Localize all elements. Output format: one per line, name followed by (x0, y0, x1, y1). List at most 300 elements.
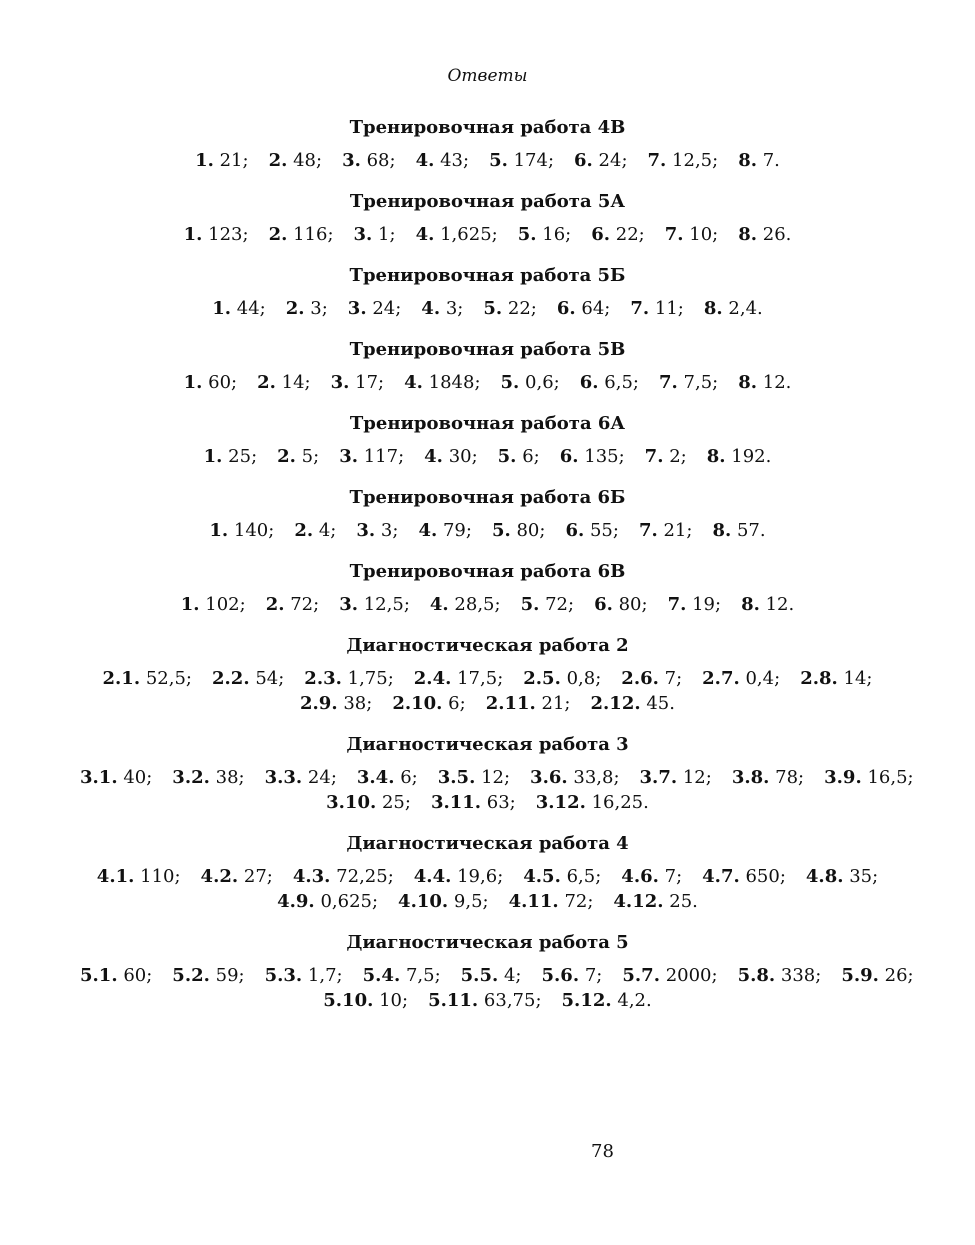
answers-list (0, 116, 975, 1030)
answer-value: 45. (646, 693, 675, 714)
answer-item (424, 444, 478, 469)
answer-value: 6,5; (604, 372, 639, 393)
section-title: Тренировочная работа 5В (349, 339, 626, 360)
answer-section (0, 931, 975, 1013)
answer-item (562, 988, 652, 1013)
answer-value: 12. (762, 372, 792, 393)
answer-item (560, 444, 625, 469)
answer-item (640, 765, 712, 790)
answer-line (70, 444, 905, 469)
answer-item (212, 666, 284, 691)
answer-item (486, 691, 571, 716)
answer-number: 4.10. (398, 891, 449, 912)
answer-number: 3.7. (639, 767, 678, 788)
answer-number: 6. (559, 446, 579, 467)
answer-block (0, 963, 975, 1013)
answer-number: 3. (330, 372, 350, 393)
answer-item (639, 518, 693, 543)
answer-item (269, 222, 334, 247)
answer-number: 4. (415, 150, 435, 171)
answer-item (342, 148, 396, 173)
answer-line (70, 864, 905, 889)
running-title: Ответы (447, 66, 528, 86)
answer-value: 0,6; (525, 372, 560, 393)
answer-number: 6. (591, 224, 611, 245)
answer-line (70, 988, 905, 1013)
answer-value: 33,8; (573, 767, 620, 788)
answer-value: 19,6; (457, 866, 504, 887)
answer-number: 4.4. (413, 866, 452, 887)
answer-block (0, 148, 975, 173)
answer-block (0, 296, 975, 321)
answer-number: 2.10. (392, 693, 443, 714)
answer-number: 5. (483, 298, 503, 319)
answer-line (70, 296, 905, 321)
answer-value: 25; (228, 446, 258, 467)
answer-item (97, 864, 181, 889)
answer-value: 21; (663, 520, 693, 541)
answer-number: 4.8. (805, 866, 844, 887)
answer-number: 2. (268, 224, 288, 245)
answer-item (707, 444, 772, 469)
answer-number: 2. (268, 150, 288, 171)
answer-item (300, 691, 372, 716)
answer-value: 12,5; (672, 150, 719, 171)
answer-section (0, 560, 975, 617)
answer-item (438, 765, 510, 790)
answer-number: 4. (415, 224, 435, 245)
answer-value: 7; (664, 866, 683, 887)
answer-value: 40; (123, 767, 153, 788)
answer-value: 2000; (665, 965, 718, 986)
answer-section (0, 190, 975, 247)
answer-number: 3.10. (326, 792, 377, 813)
answer-value: 135; (584, 446, 625, 467)
answer-number: 2.7. (702, 668, 740, 689)
answer-number: 3. (356, 520, 376, 541)
answer-value: 12,5; (363, 594, 410, 615)
answer-number: 3. (353, 224, 373, 245)
answer-block (0, 518, 975, 543)
answer-block (0, 666, 975, 716)
answer-item (184, 222, 249, 247)
answer-value: 1848; (428, 372, 481, 393)
answer-item (172, 765, 244, 790)
answer-item (430, 592, 501, 617)
answer-number: 5.11. (428, 990, 479, 1011)
answer-number: 2.6. (621, 668, 659, 689)
answer-number: 2.1. (102, 668, 141, 689)
answer-item (668, 592, 722, 617)
answer-item (354, 222, 396, 247)
answer-number: 2. (294, 520, 314, 541)
answer-item (323, 988, 408, 1013)
answer-value: 21; (219, 150, 249, 171)
answer-value: 7. (762, 150, 780, 171)
answer-value: 43; (440, 150, 470, 171)
answer-value: 26; (884, 965, 914, 986)
answer-item (732, 765, 804, 790)
answer-value: 10; (379, 990, 409, 1011)
answer-number: 1. (183, 372, 203, 393)
answer-value: 27; (243, 866, 273, 887)
answer-item (339, 592, 410, 617)
answer-number: 2.3. (304, 668, 342, 689)
answer-block (0, 765, 975, 815)
answer-value: 60; (208, 372, 238, 393)
answer-item (591, 222, 645, 247)
answer-value: 48; (293, 150, 323, 171)
answer-number: 6. (579, 372, 599, 393)
section-title: Тренировочная работа 6В (349, 561, 626, 582)
answer-number: 5.9. (841, 965, 879, 986)
answer-value: 116; (293, 224, 334, 245)
answer-section (0, 832, 975, 914)
answer-number: 8. (738, 372, 758, 393)
answer-value: 4; (503, 965, 522, 986)
answer-item (841, 963, 913, 988)
section-title: Диагностическая работа 2 (346, 635, 629, 656)
section-title: Тренировочная работа 5Б (349, 265, 626, 286)
answer-item (613, 889, 697, 914)
answer-number: 7. (667, 594, 687, 615)
answer-item (738, 963, 822, 988)
section-title: Диагностическая работа 5 (346, 932, 629, 953)
answer-number: 4. (421, 298, 441, 319)
answer-number: 4.3. (292, 866, 331, 887)
answer-item (591, 691, 675, 716)
answer-number: 7. (658, 372, 678, 393)
answer-value: 12; (682, 767, 712, 788)
answer-number: 5.3. (264, 965, 303, 986)
answer-section (0, 733, 975, 815)
answer-item (738, 148, 780, 173)
answer-item (348, 296, 402, 321)
answer-number: 3.2. (172, 767, 210, 788)
answer-value: 80; (516, 520, 546, 541)
answer-item (421, 296, 463, 321)
answer-number: 7. (647, 150, 667, 171)
answer-value: 38; (343, 693, 373, 714)
answer-value: 16,25. (591, 792, 649, 813)
answer-number: 3. (342, 150, 361, 171)
answer-number: 1. (180, 594, 200, 615)
answer-item (492, 518, 546, 543)
answer-value: 16; (542, 224, 572, 245)
answer-number: 2.4. (413, 668, 452, 689)
section-title: Диагностическая работа 4 (346, 833, 629, 854)
answer-value: 78; (775, 767, 805, 788)
answer-item (530, 765, 619, 790)
answer-number: 4.9. (277, 891, 315, 912)
answer-number: 5.5. (460, 965, 499, 986)
answer-value: 54; (255, 668, 285, 689)
answer-number: 4. (429, 594, 449, 615)
answer-item (800, 666, 872, 691)
answer-block (0, 592, 975, 617)
section-title: Диагностическая работа 3 (346, 734, 629, 755)
answer-line (70, 370, 905, 395)
answer-number: 3.3. (264, 767, 303, 788)
answer-value: 55; (589, 520, 619, 541)
answer-number: 3. (347, 298, 367, 319)
answer-item (523, 864, 601, 889)
answer-item (414, 864, 503, 889)
answer-item (363, 963, 441, 988)
answer-section (0, 412, 975, 469)
answer-value: 338; (780, 965, 822, 986)
answer-item (704, 296, 763, 321)
answer-number: 1. (195, 150, 214, 171)
answer-number: 6. (556, 298, 576, 319)
answer-value: 650; (745, 866, 786, 887)
answer-line (70, 765, 914, 790)
answer-section (0, 264, 975, 321)
answer-item (293, 864, 394, 889)
answer-number: 4.1. (96, 866, 135, 887)
answer-value: 7; (664, 668, 683, 689)
answer-number: 8. (706, 446, 726, 467)
answer-item (184, 370, 238, 395)
answer-number: 4.2. (200, 866, 239, 887)
answer-value: 22; (615, 224, 645, 245)
answer-number: 3.5. (437, 767, 476, 788)
answer-item (265, 765, 337, 790)
answer-item (645, 444, 687, 469)
answer-number: 8. (738, 224, 758, 245)
answer-item (339, 444, 404, 469)
answer-item (294, 518, 336, 543)
answer-line (70, 222, 905, 247)
answer-value: 64; (581, 298, 611, 319)
answer-number: 5. (491, 520, 511, 541)
answer-value: 79; (442, 520, 472, 541)
answer-number: 5.6. (541, 965, 580, 986)
answer-item (195, 148, 249, 173)
answer-value: 3; (380, 520, 399, 541)
answer-value: 5; (301, 446, 320, 467)
answer-item (741, 592, 794, 617)
answer-item (277, 444, 319, 469)
answer-line (70, 691, 905, 716)
answer-value: 63,75; (483, 990, 542, 1011)
answer-value: 1,625; (440, 224, 498, 245)
answer-number: 5. (520, 594, 540, 615)
answer-item (286, 296, 328, 321)
answer-number: 5.8. (737, 965, 776, 986)
answer-value: 2; (669, 446, 687, 467)
section-title: Тренировочная работа 6Б (349, 487, 626, 508)
answer-number: 4.6. (621, 866, 659, 887)
answer-value: 28,5; (454, 594, 501, 615)
answer-item (580, 370, 639, 395)
answer-number: 5. (517, 224, 537, 245)
answer-number: 5.1. (80, 965, 118, 986)
answer-item (565, 518, 619, 543)
answer-item (738, 222, 791, 247)
answer-item (574, 148, 628, 173)
answer-value: 102; (205, 594, 246, 615)
answer-item (209, 518, 274, 543)
answer-value: 4,2. (617, 990, 652, 1011)
answer-block (0, 222, 975, 247)
answer-value: 0,4; (745, 668, 781, 689)
answer-line (70, 592, 905, 617)
answer-number: 1. (212, 298, 232, 319)
answer-value: 6; (448, 693, 466, 714)
answer-item (103, 666, 192, 691)
answer-section (0, 486, 975, 543)
answer-item (622, 963, 717, 988)
answer-value: 16,5; (867, 767, 914, 788)
answer-number: 2.12. (590, 693, 641, 714)
answer-item (416, 222, 498, 247)
answer-item (621, 864, 682, 889)
answer-item (357, 765, 418, 790)
answer-value: 17; (355, 372, 385, 393)
answer-value: 25; (381, 792, 411, 813)
answer-number: 6. (594, 594, 613, 615)
answer-value: 52,5; (145, 668, 192, 689)
answer-value: 4; (318, 520, 337, 541)
answer-number: 3.12. (535, 792, 586, 813)
answer-item (594, 592, 648, 617)
answer-number: 4.7. (702, 866, 740, 887)
answer-number: 3.4. (356, 767, 395, 788)
answer-item (461, 963, 522, 988)
answer-number: 8. (703, 298, 723, 319)
answer-number: 3.9. (824, 767, 862, 788)
answer-value: 12. (765, 594, 795, 615)
answer-number: 3.11. (430, 792, 482, 813)
answer-number: 4.11. (508, 891, 559, 912)
answer-value: 19; (692, 594, 722, 615)
answer-value: 24; (307, 767, 337, 788)
answer-number: 3.1. (80, 767, 118, 788)
answer-line (70, 889, 905, 914)
answer-value: 3; (445, 298, 464, 319)
answer-item (431, 790, 516, 815)
answer-item (181, 592, 246, 617)
answer-number: 7. (630, 298, 650, 319)
answer-item (738, 370, 791, 395)
answer-number: 5.4. (362, 965, 401, 986)
answer-number: 1. (209, 520, 229, 541)
answer-item (304, 666, 393, 691)
answer-item (331, 370, 385, 395)
answer-number: 5. (500, 372, 520, 393)
answer-value: 174; (513, 150, 555, 171)
answer-number: 2.2. (212, 668, 250, 689)
answer-value: 1,75; (347, 668, 394, 689)
answer-block (0, 444, 975, 469)
answer-number: 5. (489, 150, 508, 171)
answer-line (70, 666, 905, 691)
answer-line (70, 963, 914, 988)
answer-number: 4. (424, 446, 443, 467)
answer-section (0, 338, 975, 395)
answer-value: 63; (486, 792, 516, 813)
answer-value: 38; (215, 767, 245, 788)
section-title: Тренировочная работа 5А (349, 191, 626, 212)
answer-item (521, 592, 575, 617)
answer-item (702, 864, 786, 889)
answer-value: 140; (233, 520, 275, 541)
answer-item (621, 666, 682, 691)
answer-value: 44; (236, 298, 266, 319)
answer-value: 3; (310, 298, 328, 319)
answer-value: 14; (843, 668, 873, 689)
answer-item (648, 148, 719, 173)
answer-item (498, 444, 540, 469)
answer-number: 2. (277, 446, 296, 467)
answer-item (659, 370, 718, 395)
answer-value: 72; (564, 891, 594, 912)
answer-item (212, 296, 266, 321)
answer-item (483, 296, 537, 321)
answer-number: 8. (738, 150, 757, 171)
answer-section (0, 116, 975, 173)
answer-value: 25. (669, 891, 698, 912)
answer-value: 14; (281, 372, 311, 393)
answer-item (277, 889, 378, 914)
answer-value: 59; (215, 965, 245, 986)
answer-number: 1. (203, 446, 223, 467)
answer-item (536, 790, 649, 815)
answer-item (326, 790, 411, 815)
section-title: Тренировочная работа 6А (349, 413, 626, 434)
answer-number: 2. (257, 372, 276, 393)
answer-value: 24; (598, 150, 628, 171)
answer-item (501, 370, 560, 395)
answer-value: 7,5; (405, 965, 441, 986)
answer-value: 30; (448, 446, 478, 467)
answer-number: 5.2. (172, 965, 210, 986)
answer-value: 6,5; (566, 866, 602, 887)
answer-item (509, 889, 594, 914)
answer-item (630, 296, 684, 321)
answer-item (269, 148, 323, 173)
answer-item (824, 765, 913, 790)
answer-value: 117; (363, 446, 405, 467)
answer-value: 2,4. (728, 298, 763, 319)
answer-item (392, 691, 465, 716)
answer-value: 11; (654, 298, 684, 319)
answer-number: 2.11. (485, 693, 536, 714)
answer-value: 1; (378, 224, 396, 245)
answer-item (356, 518, 398, 543)
answer-value: 26. (762, 224, 792, 245)
answer-value: 0,8; (566, 668, 602, 689)
answer-number: 3. (339, 594, 358, 615)
answer-value: 68; (366, 150, 396, 171)
answer-value: 7,5; (683, 372, 719, 393)
answer-item (665, 222, 719, 247)
answer-item (201, 864, 273, 889)
answer-item (404, 370, 480, 395)
answer-value: 1,7; (307, 965, 343, 986)
answer-item (416, 148, 470, 173)
answer-item (265, 963, 343, 988)
answer-value: 0,625; (320, 891, 379, 912)
answer-item (712, 518, 765, 543)
answer-value: 72,25; (336, 866, 394, 887)
answer-value: 80; (618, 594, 648, 615)
answer-line (70, 148, 905, 173)
answer-section (0, 634, 975, 716)
answer-item (489, 148, 554, 173)
answer-number: 6. (565, 520, 585, 541)
